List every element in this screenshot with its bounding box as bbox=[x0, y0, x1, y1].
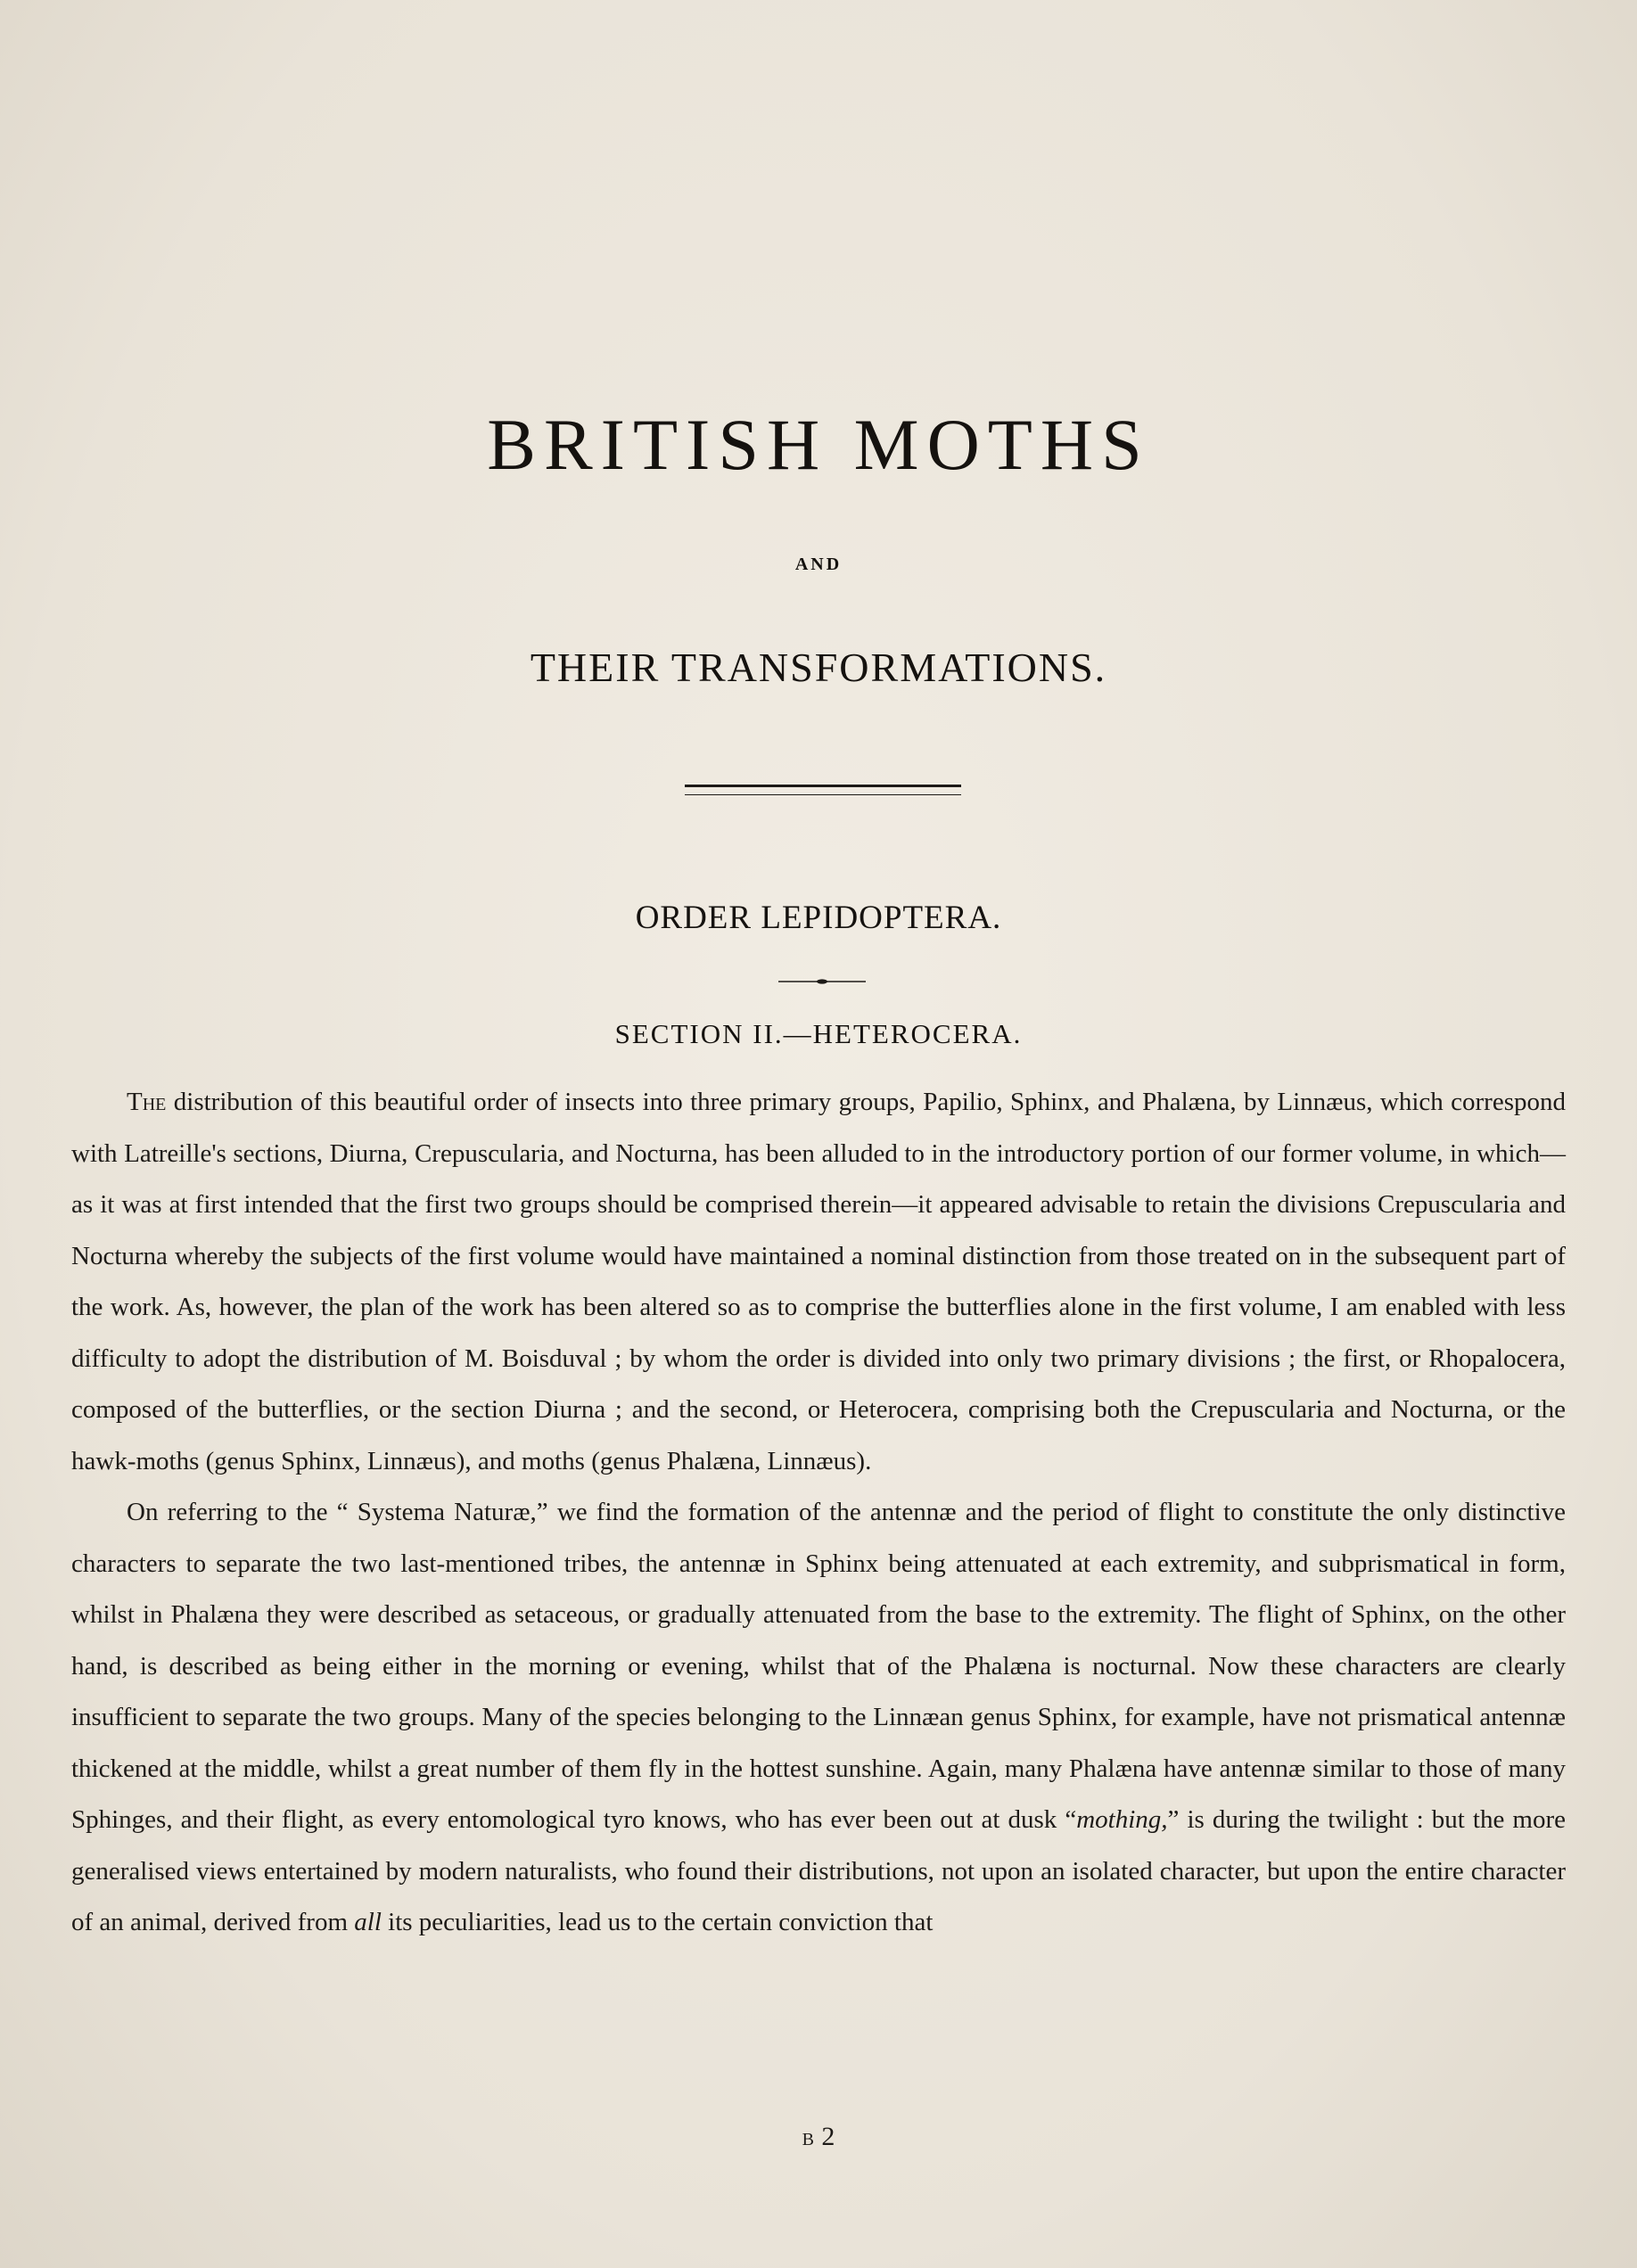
paragraph-2 bbox=[71, 1487, 1566, 1949]
signature-number: 2 bbox=[821, 2122, 835, 2151]
book-subtitle: THEIR TRANSFORMATIONS. bbox=[530, 645, 1107, 690]
section-heading: SECTION II.—HETEROCERA. bbox=[614, 1018, 1023, 1049]
paragraph-2-text-c: its peculiarities, lead us to the certain conviction that bbox=[381, 1908, 934, 1936]
order-heading: ORDER LEPIDOPTERA. bbox=[635, 900, 1002, 936]
title-conjunction: AND bbox=[794, 555, 843, 574]
paragraph-2-text-b: ” is during the twilight : but the more generalised views entertained by modern naturalists, who found their distributions, not upon an isolated character, but upon the entire character of an animal, derived from bbox=[71, 1805, 1566, 1936]
paragraph-2-italic-all: all bbox=[354, 1908, 382, 1936]
paragraph-1-text: distribution of this beautiful order of insects into three primary groups, Papilio, Sphinx, and Phalæna, by Linnæus, which correspond with Latreille's sections, Diurna, Crepuscularia, and Nocturna, has been alluded to in the introductory portion of our former volume, in which—as it was at first intended that the first two groups should be comprised therein—it appeared advisable to retain the divisions Crepuscularia and Nocturna whereby the subjects of the first volume would have maintained a nominal distinction from those treated on in the subsequent part of the work. As, however, the plan of the work has been altered so as to comprise the butterflies alone in the first volume, I am enabled with less difficulty to adopt the distribution of M. Boisduval ; by whom the order is divided into only two primary divisions ; the first, or Rhopalocera, composed of the butterflies, or the section Diurna ; and the second, or Heterocera, comprising both the Crepuscularia and Nocturna, or the hawk-moths (genus Sphinx, Linnæus), and moths (genus Phalæna, Linnæus). bbox=[71, 1088, 1566, 1475]
paragraph-2-text-a: On referring to the “ Systema Naturæ,” we find the formation of the antennæ and the period of flight to constitute the only distinctive characters to separate the two last-mentioned tribes, the antennæ in Sphinx being attenuated at each extremity, and subprismatical in form, whilst in Phalæna they were described as setaceous, or gradually attenuated from the base to the extremity. The flight of Sphinx, on the other hand, is described as being either in the morning or evening, whilst that of the Phalæna is nocturnal. Now these characters are clearly insufficient to separate the two groups. Many of the species belonging to the Linnæan genus Sphinx, for example, have not prismatical antennæ thickened at the middle, whilst a great number of them fly in the hottest sunshine. Again, many Phalæna have antennæ similar to those of many Sphinges, and their flight, as every entomological tyro knows, who has ever been out at dusk “ bbox=[71, 1498, 1566, 1834]
body-text bbox=[71, 1077, 1566, 1949]
paragraph-2-italic-mothing: mothing, bbox=[1076, 1805, 1168, 1834]
double-rule-divider bbox=[685, 785, 961, 795]
ornamental-rule bbox=[778, 979, 866, 984]
paragraph-1 bbox=[71, 1077, 1566, 1487]
book-title: BRITISH MOTHS bbox=[487, 404, 1150, 485]
signature-letter: B bbox=[802, 2130, 815, 2149]
page-signature bbox=[0, 2122, 1637, 2152]
paragraph-1-dropword: The bbox=[127, 1088, 167, 1116]
